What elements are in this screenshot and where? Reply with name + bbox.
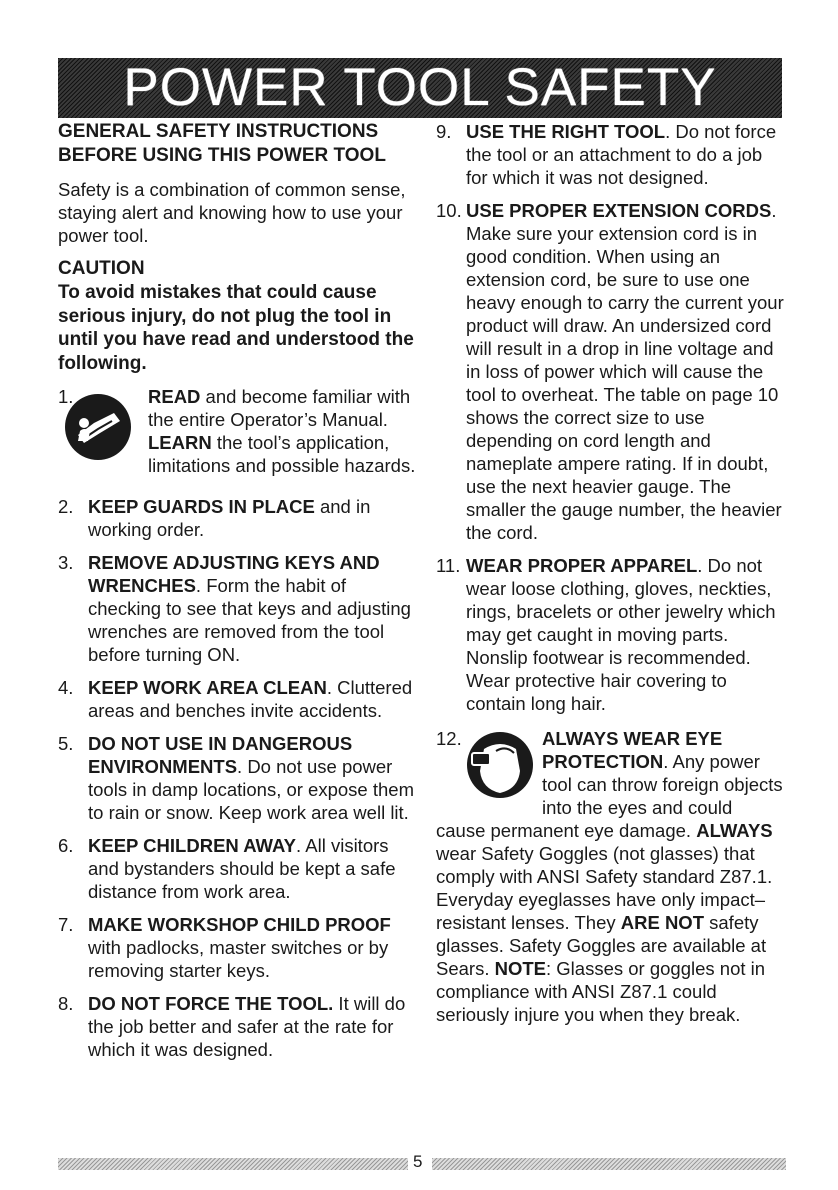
item-bold: USE PROPER EXTENSION CORDS (466, 200, 772, 221)
item-rest-4: : Glasses or goggles not in compliance with ANSI Z87.1 could seriously injure you when they break. (436, 958, 766, 1025)
right-column (436, 120, 786, 1026)
item-number: 11. (436, 555, 461, 576)
item-text (466, 554, 786, 715)
intro-paragraph: Safety is a combination of common sense, staying alert and knowing how to use your power tool. (58, 179, 406, 246)
list-item-3 (58, 551, 420, 666)
item-text (88, 913, 420, 982)
item-bold: MAKE WORKSHOP CHILD PROOF (88, 914, 391, 935)
item-number: 10. (436, 200, 462, 221)
list-item-5 (58, 732, 420, 824)
footer-rule-right (432, 1158, 786, 1170)
list-item-7 (58, 913, 420, 982)
icon-box-1 (58, 385, 133, 485)
item-bold: WEAR PROPER APPAREL (466, 555, 698, 576)
item-number: 7. (58, 914, 74, 935)
item-bold-3: ARE NOT (620, 912, 704, 933)
item-rest: . Cluttered areas and benches invite accidents. (88, 677, 413, 721)
item-rest-2: the tool’s application, limitations and possible hazards. (148, 432, 416, 476)
item-number: 1. (58, 386, 74, 407)
item-rest: . Form the habit of checking to see that keys and adjusting wrenches are removed from the tool before turning ON. (88, 575, 411, 665)
item-text (466, 199, 786, 544)
item-rest: . Make sure your extension cord is in good condition. When using an extension cord, be sure to use one heavy enough to carry the current your product will draw. An undersized cord will result in a drop in line voltage and in loss of power which will cause the tool to overheat. The table on page 10 shows the correct size to use depending on cord length and nameplate ampere rating. If in doubt, use the next heavier gauge. The smaller the gauge number, the heavier the cord. (466, 200, 784, 543)
item-bold: DO NOT FORCE THE TOOL. (88, 993, 334, 1014)
caution-title: CAUTION (58, 258, 145, 279)
item-number: 12. (436, 728, 462, 749)
section-heading-line1: GENERAL SAFETY INSTRUCTIONS (58, 121, 379, 142)
item-bold-2: LEARN (148, 432, 212, 453)
section-heading-line2: BEFORE USING THIS POWER TOOL (58, 145, 386, 166)
caution-text: To avoid mistakes that could cause serious injury, do not plug the tool in until you have read and understood the following. (58, 282, 414, 374)
list-item-11 (436, 554, 786, 715)
item-number: 4. (58, 677, 74, 698)
item-rest: with padlocks, master switches or by removing starter keys. (88, 937, 389, 981)
item-rest: It will do the job better and safer at the rate for which it was designed. (88, 993, 406, 1060)
item-text (88, 551, 420, 666)
item-text (466, 120, 786, 189)
list-item-2 (58, 495, 420, 541)
item-number: 3. (58, 552, 74, 573)
safety-goggles-icon (466, 731, 534, 799)
list-item-12 (436, 727, 786, 1026)
list-item-6 (58, 834, 420, 903)
item-rest: . Do not use power tools in damp locations, or expose them to rain or snow. Keep work area well lit. (88, 756, 414, 823)
list-item-10 (436, 199, 786, 544)
item-rest-3: safety glasses. Safety Goggles are available at Sears. (436, 912, 767, 979)
item-rest: and become familiar with the entire Operator’s Manual. (148, 386, 411, 430)
item-bold: READ (148, 386, 201, 407)
item-number: 9. (436, 121, 452, 142)
list-item-8 (58, 992, 420, 1061)
list-item-9 (436, 120, 786, 189)
item-bold: REMOVE ADJUSTING KEYS AND WRENCHES (88, 552, 380, 596)
item-text (88, 992, 420, 1061)
item-number: 6. (58, 835, 74, 856)
item-bold: KEEP CHILDREN AWAY (88, 835, 296, 856)
item-number: 5. (58, 733, 74, 754)
item-bold-2: ALWAYS (696, 820, 773, 841)
item-number: 8. (58, 993, 74, 1014)
page-number: 5 (413, 1152, 423, 1171)
item-rest: and in working order. (88, 496, 371, 540)
item-bold: KEEP WORK AREA CLEAN (88, 677, 327, 698)
list-item-4 (58, 676, 420, 722)
item-rest-2: wear Safety Goggles (not glasses) that comply with ANSI Safety standard Z87.1. Everyday eyeglasses have only impact–resistant lenses. They (436, 843, 773, 933)
item-bold: KEEP GUARDS IN PLACE (88, 496, 315, 517)
item-text (88, 834, 420, 903)
page-title-banner (58, 58, 782, 118)
list-item-1 (58, 385, 420, 485)
page-title: POWER TOOL SAFETY (123, 58, 717, 117)
item-text (88, 732, 420, 824)
item-rest: . Any power tool can throw foreign objects into the eyes and could cause permanent eye damage. (436, 751, 783, 841)
item-rest: . Do not force the tool or an attachment to do a job for which it was not designed. (466, 121, 777, 188)
item-bold-4: NOTE (494, 958, 546, 979)
item-number: 2. (58, 496, 74, 517)
left-column (58, 120, 420, 1061)
item-bold: DO NOT USE IN DANGEROUS ENVIRONMENTS (88, 733, 353, 777)
item-text (88, 676, 420, 722)
footer-rule-left (58, 1158, 408, 1170)
icon-box-12 (436, 727, 542, 819)
item-bold: ALWAYS WEAR EYE PROTECTION (542, 728, 723, 772)
item-bold: USE THE RIGHT TOOL (466, 121, 666, 142)
item-rest: . Do not wear loose clothing, gloves, neckties, rings, bracelets or other jewelry which may get caught in moving parts. Nonslip footwear is recommended. Wear protective hair covering to contain long hair. (466, 555, 776, 714)
read-manual-icon (64, 393, 132, 461)
item-rest: . All visitors and bystanders should be kept a safe distance from work area. (88, 835, 396, 902)
item-text-1 (148, 385, 420, 485)
item-text (88, 495, 420, 541)
